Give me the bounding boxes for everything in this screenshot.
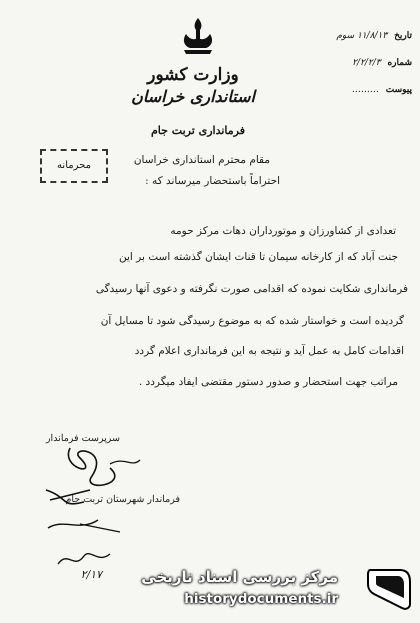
archive-watermark [134, 560, 418, 616]
letter-line: مقام محترم استانداری خراسان [133, 154, 270, 166]
number-value: ۲/۲/۲/۳ [352, 58, 381, 68]
province-heading: استانداری خراسان [131, 87, 255, 106]
ministry-heading: وزارت کشور [147, 65, 239, 85]
watermark-site: historydocuments.ir [184, 591, 338, 607]
number-label: شماره [387, 58, 412, 68]
handwritten-signature [40, 428, 160, 538]
meta-date [288, 30, 412, 42]
date-value: ۱۱/۸/۱۳ سوم [336, 31, 388, 41]
letter-line: گردیده است و خواستار شده که به موضوع رسیدگی شود تا مسایل آن [100, 315, 404, 327]
attachment-dots: ……… [351, 85, 379, 95]
office-heading: فرمانداری تربت جام [151, 124, 245, 137]
letter-line: فرمانداری شکایت نموده که اقدامی صورت نگرفته و دعوی آنها رسیدگی [95, 283, 408, 295]
emblem-icon [176, 14, 220, 58]
date-label: تاریخ [394, 31, 412, 41]
signature-office: فرماندار شهرستان تربت جام [65, 494, 180, 505]
attachment-label: پیوست [385, 85, 412, 95]
signature-title: سرپرست فرماندار [45, 433, 120, 444]
confidential-stamp: محرمانه [40, 149, 108, 183]
letter-line: مراتب جهت استحضار و صدور دستور مقتضی ایفاد میگردد . [138, 376, 398, 388]
meta-number [288, 57, 412, 69]
letter-line: تعدادی از کشاورزان و موتورداران دهات مرکز حومه [170, 225, 396, 237]
letter-line: جنت آباد که از کارخانه سیمان تا قنات ایشان گذشته است بر این [119, 251, 398, 263]
letter-line: احتراماً باستحضار میرساند که : [145, 175, 280, 187]
watermark-title: مرکز بررسی اسناد تاریخی [141, 568, 338, 586]
handwritten-date: ۲/۱۷ [80, 568, 102, 581]
archive-logo-icon [364, 564, 414, 612]
meta-attachment [288, 84, 412, 96]
letter-line: اقدامات کامل به عمل آید و نتیجه به این فرمانداری اعلام گردد [134, 345, 404, 357]
handwritten-initials [54, 544, 114, 574]
